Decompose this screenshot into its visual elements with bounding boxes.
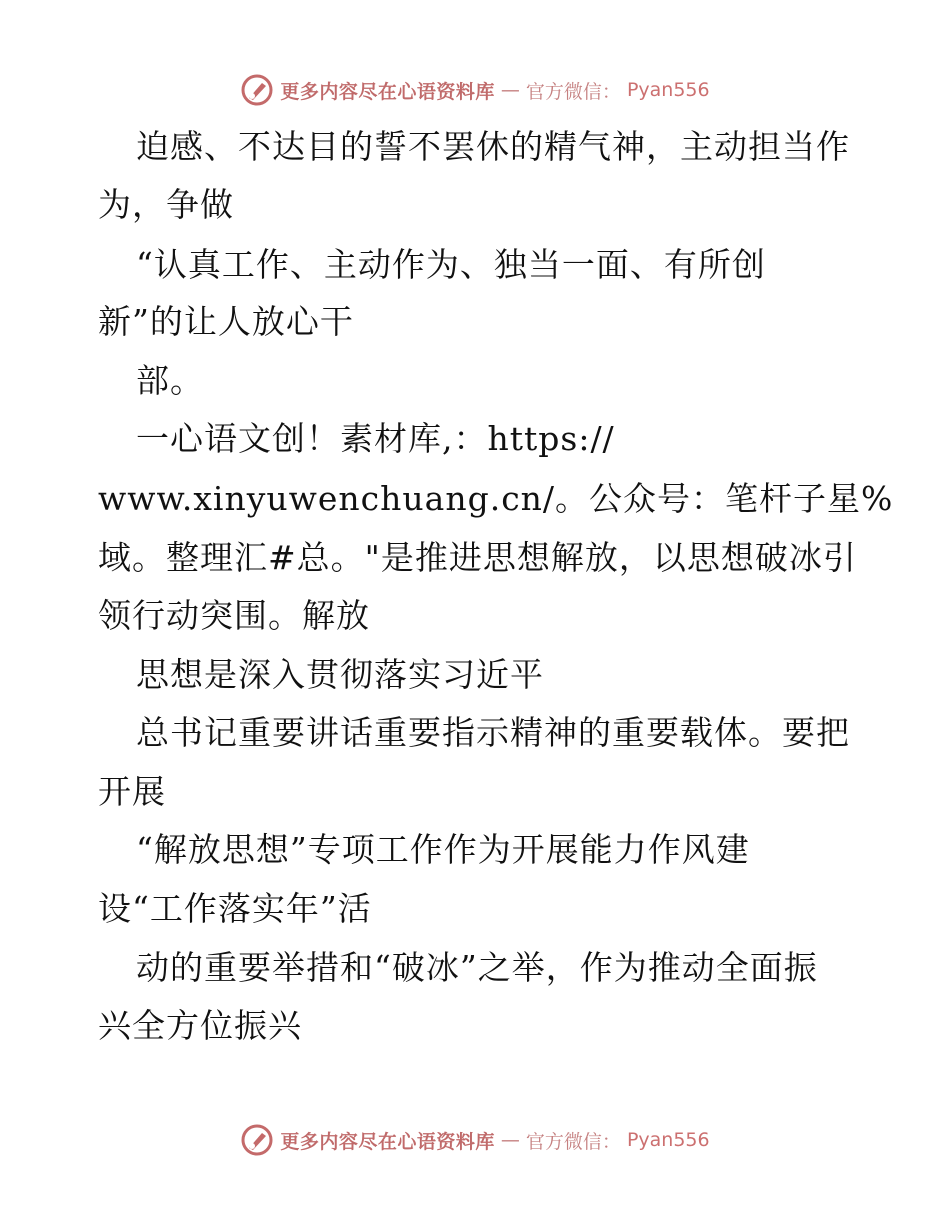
watermark-wechat-label: 官方微信： bbox=[525, 80, 621, 103]
watermark-main-text: 更多内容尽在心语资料库 bbox=[280, 80, 495, 103]
text-line: 一心语文创！素材库,：https:// bbox=[136, 419, 615, 458]
header-watermark bbox=[0, 70, 950, 110]
watermark-wechat-id: Pyan556 bbox=[626, 79, 710, 101]
watermark-separator: — bbox=[500, 79, 520, 101]
watermark-main-text: 更多内容尽在心语资料库 bbox=[280, 1130, 495, 1153]
pen-logo-icon bbox=[240, 1123, 274, 1157]
footer-watermark bbox=[0, 1120, 950, 1160]
text-line: www.xinyuwenchuang.cn/。公众号：笔杆子星% bbox=[98, 479, 894, 518]
pen-logo-icon bbox=[240, 73, 274, 107]
text-line: 开展 bbox=[98, 772, 166, 811]
text-line: “解放思想”专项工作作为开展能力作风建 bbox=[136, 830, 750, 869]
watermark-separator: — bbox=[500, 1129, 520, 1151]
watermark-wechat-id: Pyan556 bbox=[626, 1129, 710, 1151]
text-line: 领行动突围。解放 bbox=[98, 596, 370, 635]
watermark-wechat-label: 官方微信： bbox=[525, 1130, 621, 1153]
text-line: 部。 bbox=[136, 361, 204, 400]
text-line: 总书记重要讲话重要指示精神的重要载体。要把 bbox=[136, 713, 850, 752]
text-line: 域。整理汇#总。"是推进思想解放，以思想破冰引 bbox=[98, 538, 857, 577]
text-line: 迫感、不达目的誓不罢休的精气神，主动担当作 bbox=[136, 127, 850, 166]
text-line: 为，争做 bbox=[98, 185, 234, 224]
text-line: 设“工作落实年”活 bbox=[98, 889, 372, 928]
text-line: 动的重要举措和“破冰”之举，作为推动全面振 bbox=[136, 948, 818, 987]
text-line: 新”的让人放心干 bbox=[98, 302, 354, 341]
text-line: 兴全方位振兴 bbox=[98, 1006, 302, 1045]
text-line: “认真工作、主动作为、独当一面、有所创 bbox=[136, 245, 766, 284]
text-line: 思想是深入贯彻落实习近平 bbox=[136, 655, 544, 694]
